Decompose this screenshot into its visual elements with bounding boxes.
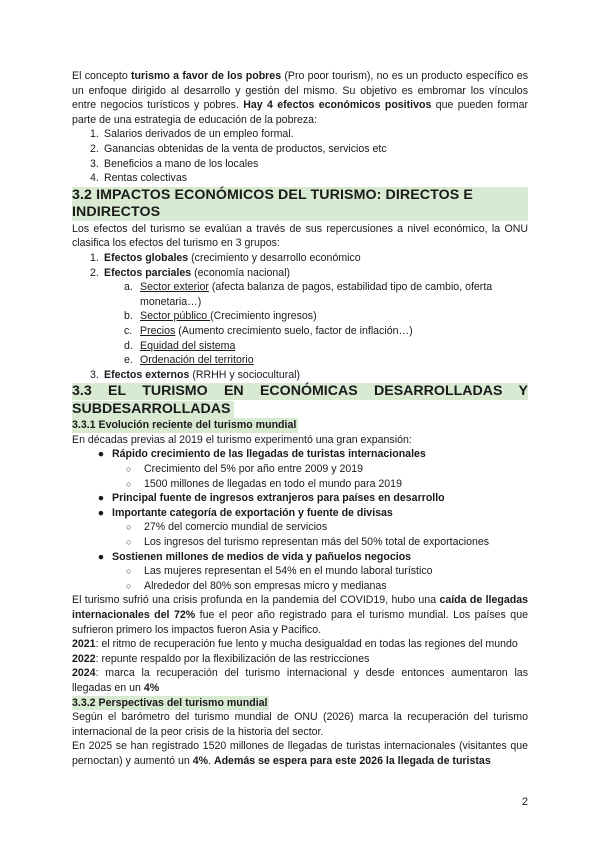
bullet-item: ● Importante categoría de exportación y fuente de divisas — [97, 506, 393, 519]
sub-bullet-item: ○ Las mujeres representan el 54% en el mundo laboral turístico — [126, 565, 433, 578]
list-item: 2. Ganancias obtenidas de la venta de productos, servicios etc — [90, 142, 387, 155]
bullet-item: ● Sostienen millones de medios de vida y pañuelos negocios — [97, 550, 412, 563]
list-item: 1. Efectos globales (crecimiento y desarrollo económico — [90, 251, 361, 264]
year-2024-paragraph: 2024: marca la recuperación del turismo internacional y desde entonces aumentaron las llegadas en un 4% — [72, 667, 528, 694]
s331-intro: En décadas previas al 2019 el turismo experimentó una gran expansión: — [72, 433, 412, 446]
subsection-heading-3-3-2: 3.3.2 Perspectivas del turismo mundial — [72, 696, 268, 709]
year-2021-paragraph: 2021: el ritmo de recuperación fue lento y mucha desigualdad en todas las regiones del mundo — [72, 638, 518, 651]
s32-intro: Los efectos del turismo se evalúan a través de sus repercusiones a nivel económico, la ONU clasifica los efectos del turismo en 3 grupos: — [72, 222, 528, 250]
sub-list-item: a. Sector exterior (afecta balanza de pagos, estabilidad tipo de cambio, oferta monetaria…) — [124, 281, 493, 308]
list-item: 4. Rentas colectivas — [90, 172, 188, 185]
sub-bullet-item: ○ 27% del comercio mundial de servicios — [126, 521, 328, 534]
sub-bullet-item: ○ 1500 millones de llegadas en todo el mundo para 2019 — [126, 477, 402, 490]
year-2022-paragraph: 2022: repunte respaldo por la flexibilización de las restricciones — [72, 652, 370, 665]
bullet-item: ● Principal fuente de ingresos extranjeros para países en desarrollo — [97, 492, 445, 505]
section-heading-3-3: 3.3 EL TURISMO EN ECONÓMICAS DESARROLLADAS Y — [72, 383, 528, 400]
sub-bullet-item: ○ Los ingresos del turismo representan más del 50% total de exportaciones — [126, 536, 490, 549]
sub-bullet-item: ○ Alrededor del 80% son empresas micro y medianas — [126, 579, 387, 592]
sub-bullet-item: ○ Crecimiento del 5% por año entre 2009 y 2019 — [126, 463, 364, 476]
list-item: 3. Beneficios a mano de los locales — [90, 157, 259, 170]
sub-list-item: d. Equidad del sistema — [124, 339, 236, 352]
sub-list-item: c. Precios (Aumento crecimiento suelo, factor de inflación…) — [124, 324, 413, 337]
list-item: 1. Salarios derivados de un empleo formal. — [90, 128, 294, 141]
sub-list-item: e. Ordenación del territorio — [124, 354, 254, 367]
page-number: 2 — [521, 796, 528, 808]
sub-list-item: b. Sector público (Crecimiento ingresos) — [124, 310, 317, 323]
section-heading-3-2: 3.2 IMPACTOS ECONÓMICOS DEL TURISMO: DIRECTOS E INDIRECTOS — [72, 187, 528, 221]
page-body — [72, 69, 528, 769]
s332-paragraph-1: Según el barómetro del turismo mundial de ONU (2026) marca la recuperación del turismo internacional de la peor crisis de la historia del sector. — [72, 711, 528, 738]
intro-paragraph: El concepto turismo a favor de los pobres (Pro poor tourism), no es un producto específico es un enfoque dirigido al desarrollo y gestión del mismo. Su objetivo es embromar los vínculos entre negocios turísticos y pobres. Hay 4 efectos económicos positivos que pueden formar parte de una estrategia de educación de la pobreza: — [72, 70, 529, 126]
section-heading-3-3-cont: SUBDESARROLLADAS — [72, 401, 234, 418]
list-item: 2. Efectos parciales (economía nacional) — [90, 266, 291, 279]
s332-paragraph-2: En 2025 se han registrado 1520 millones de llegadas de turistas internacionales (visitantes que pernoctan) y aumentó un 4%. Además se espera para este 2026 la llegada de turistas — [72, 740, 528, 767]
subsection-heading-3-3-1: 3.3.1 Evolución reciente del turismo mundial — [72, 419, 297, 432]
list-item: 3. Efectos externos (RRHH y sociocultural) — [90, 368, 301, 381]
covid-paragraph: El turismo sufrió una crisis profunda en la pandemia del COVID19, hubo una caída de llegadas internacionales del 72% fue el peor año registrado para el turismo mundial. Los países que sufrieron primero los impactos fueron Asia y Pacifico. — [72, 594, 528, 636]
bullet-item: ● Rápido crecimiento de las llegadas de turistas internacionales — [97, 448, 426, 461]
